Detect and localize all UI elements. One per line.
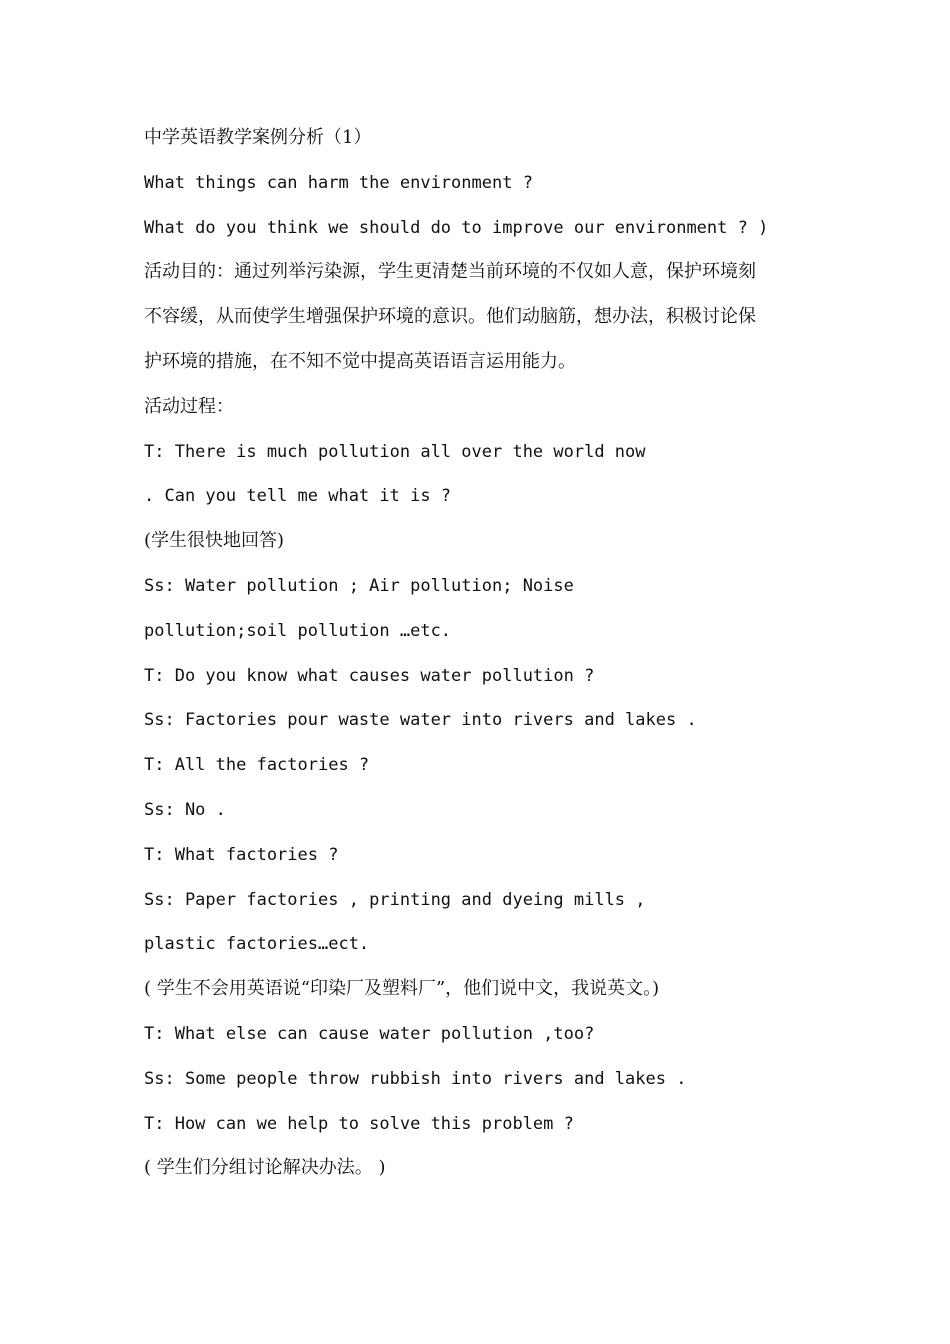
stage-note: ( 学生们分组讨论解决办法。 ) [144, 1157, 386, 1179]
dialogue-line: T: There is much pollution all over the world now [144, 441, 646, 462]
dialogue-line: Ss: Water pollution ; Air pollution; Noise [144, 575, 574, 596]
dialogue-line: plastic factories…ect. [144, 934, 370, 955]
dialogue-line: T: All the factories ? [144, 755, 370, 776]
stage-note: ( 学生不会用英语说“印染厂及塑料厂”，他们说中文，我说英文。) [144, 978, 660, 1000]
dialogue-line: T: Do you know what causes water pollution ? [144, 665, 595, 686]
dialogue-line: Ss: Paper factories , printing and dyeing mills , [144, 889, 646, 910]
dialogue-line: Ss: Factories pour waste water into rivers and lakes . [144, 710, 697, 731]
text-line: What do you think we should do to improve our environment ? ) [144, 217, 769, 238]
dialogue-line: T: What factories ? [144, 844, 339, 865]
section-heading: 活动过程： [144, 395, 234, 417]
dialogue-line: T: What else can cause water pollution ,too? [144, 1023, 595, 1044]
dialogue-line: Ss: No . [144, 799, 226, 820]
dialogue-line: pollution;soil pollution …etc. [144, 620, 452, 641]
dialogue-line: Ss: Some people throw rubbish into rivers and lakes . [144, 1068, 687, 1089]
text-line: 护环境的措施，在不知不觉中提高英语语言运用能力。 [144, 350, 576, 372]
dialogue-line: T: How can we help to solve this problem ? [144, 1113, 574, 1134]
dialogue-line: . Can you tell me what it is ? [144, 486, 452, 507]
text-line: 不容缓，从而使学生增强保护环境的意识。他们动脑筋，想办法，积极讨论保 [144, 306, 756, 328]
stage-note: (学生很快地回答) [144, 530, 285, 552]
text-line: What things can harm the environment ? [144, 172, 533, 193]
text-line: 活动目的：通过列举污染源，学生更清楚当前环境的不仅如人意，保护环境刻 [144, 261, 756, 283]
document-title: 中学英语教学案例分析（1） [144, 127, 372, 148]
document-body [144, 116, 806, 1191]
